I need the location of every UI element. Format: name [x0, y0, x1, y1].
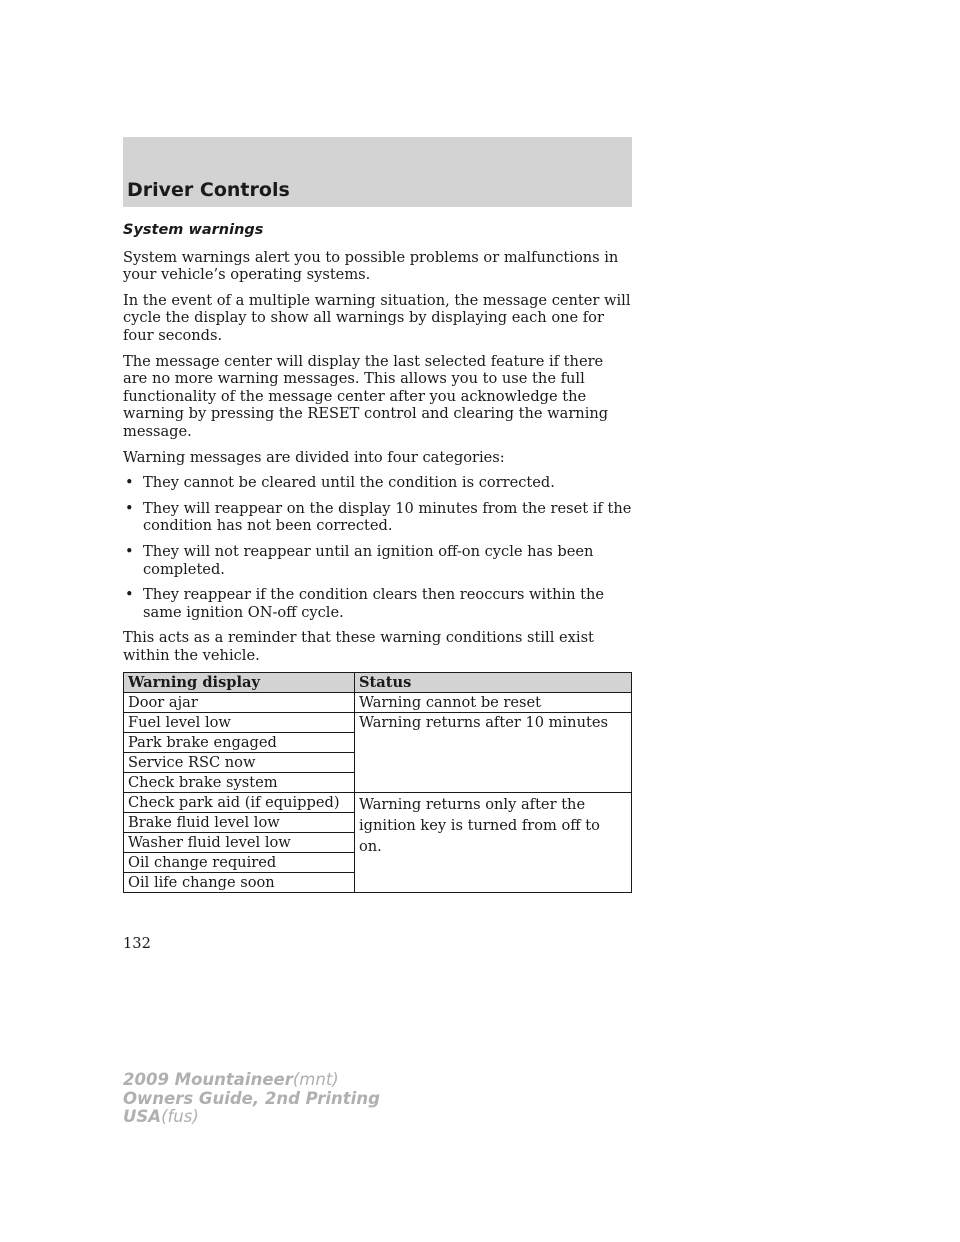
footer-market-code: (fus) — [161, 1107, 199, 1126]
warning-cell: Oil life change soon — [124, 873, 355, 893]
page-number: 132 — [123, 935, 151, 952]
warning-cell: Service RSC now — [124, 753, 355, 773]
category-list — [123, 474, 632, 621]
bullet-icon: • — [125, 542, 134, 560]
footer-line-3 — [123, 1108, 380, 1127]
footer-line-1 — [123, 1071, 380, 1090]
list-item — [123, 474, 632, 492]
section-title-header: Driver Controls — [127, 179, 290, 201]
list-item — [123, 500, 632, 535]
page-content — [123, 222, 632, 893]
status-cell: Warning cannot be reset — [355, 693, 632, 713]
warning-cell: Fuel level low — [124, 713, 355, 733]
column-header-status: Status — [355, 673, 632, 693]
bullet-icon: • — [125, 586, 134, 604]
table-row — [124, 713, 632, 733]
footer-model-code: (mnt) — [292, 1070, 339, 1089]
list-item-text: They will not reappear until an ignition off-on cycle has been completed. — [143, 542, 594, 578]
status-cell: Warning returns after 10 minutes — [355, 713, 632, 793]
warning-cell: Park brake engaged — [124, 733, 355, 753]
footer-market: USA — [123, 1107, 162, 1126]
warning-cell: Washer fluid level low — [124, 833, 355, 853]
paragraph: In the event of a multiple warning situation, the message center will cycle the display to show all warnings by displaying each one for four seconds. — [123, 291, 631, 344]
paragraph: The message center will display the last selected feature if there are no more warning messages. This allows you to use the full functionality of the message center after you acknowledge the warning by pressing the RESET control and clearing the warning message. — [123, 352, 609, 440]
list-item-text: They will reappear on the display 10 minutes from the reset if the condition has not been corrected. — [143, 499, 632, 535]
section-header-band — [123, 137, 632, 207]
list-item — [123, 543, 632, 578]
footer-model: 2009 Mountaineer — [123, 1070, 293, 1089]
paragraph: This acts as a reminder that these warning conditions still exist within the vehicle. — [123, 629, 594, 664]
table-header-row — [124, 673, 632, 693]
warning-table — [123, 672, 632, 893]
footer-printing: Owners Guide, 2nd Printing — [123, 1088, 380, 1108]
paragraph: System warnings alert you to possible problems or malfunctions in your vehicle’s operating systems. — [123, 248, 619, 284]
paragraph: Warning messages are divided into four categories: — [123, 448, 505, 466]
document-footer — [123, 1071, 380, 1127]
warning-cell: Door ajar — [124, 693, 355, 713]
table-row — [124, 693, 632, 713]
bullet-icon: • — [125, 499, 134, 517]
list-item-text: They cannot be cleared until the condition is corrected. — [143, 474, 555, 492]
status-cell: Warning returns only after the ignition key is turned from off to on. — [355, 793, 632, 893]
footer-line-2 — [123, 1090, 380, 1109]
list-item-text: They reappear if the condition clears then reoccurs within the same ignition ON-off cycle. — [143, 586, 605, 621]
list-item — [123, 586, 632, 621]
warning-cell: Brake fluid level low — [124, 813, 355, 833]
warning-cell: Check park aid (if equipped) — [124, 793, 355, 813]
bullet-icon: • — [125, 474, 134, 492]
warning-cell: Check brake system — [124, 773, 355, 793]
subsection-heading: System warnings — [123, 222, 264, 238]
table-row — [124, 793, 632, 813]
warning-cell: Oil change required — [124, 853, 355, 873]
column-header-warning-display: Warning display — [124, 673, 355, 693]
